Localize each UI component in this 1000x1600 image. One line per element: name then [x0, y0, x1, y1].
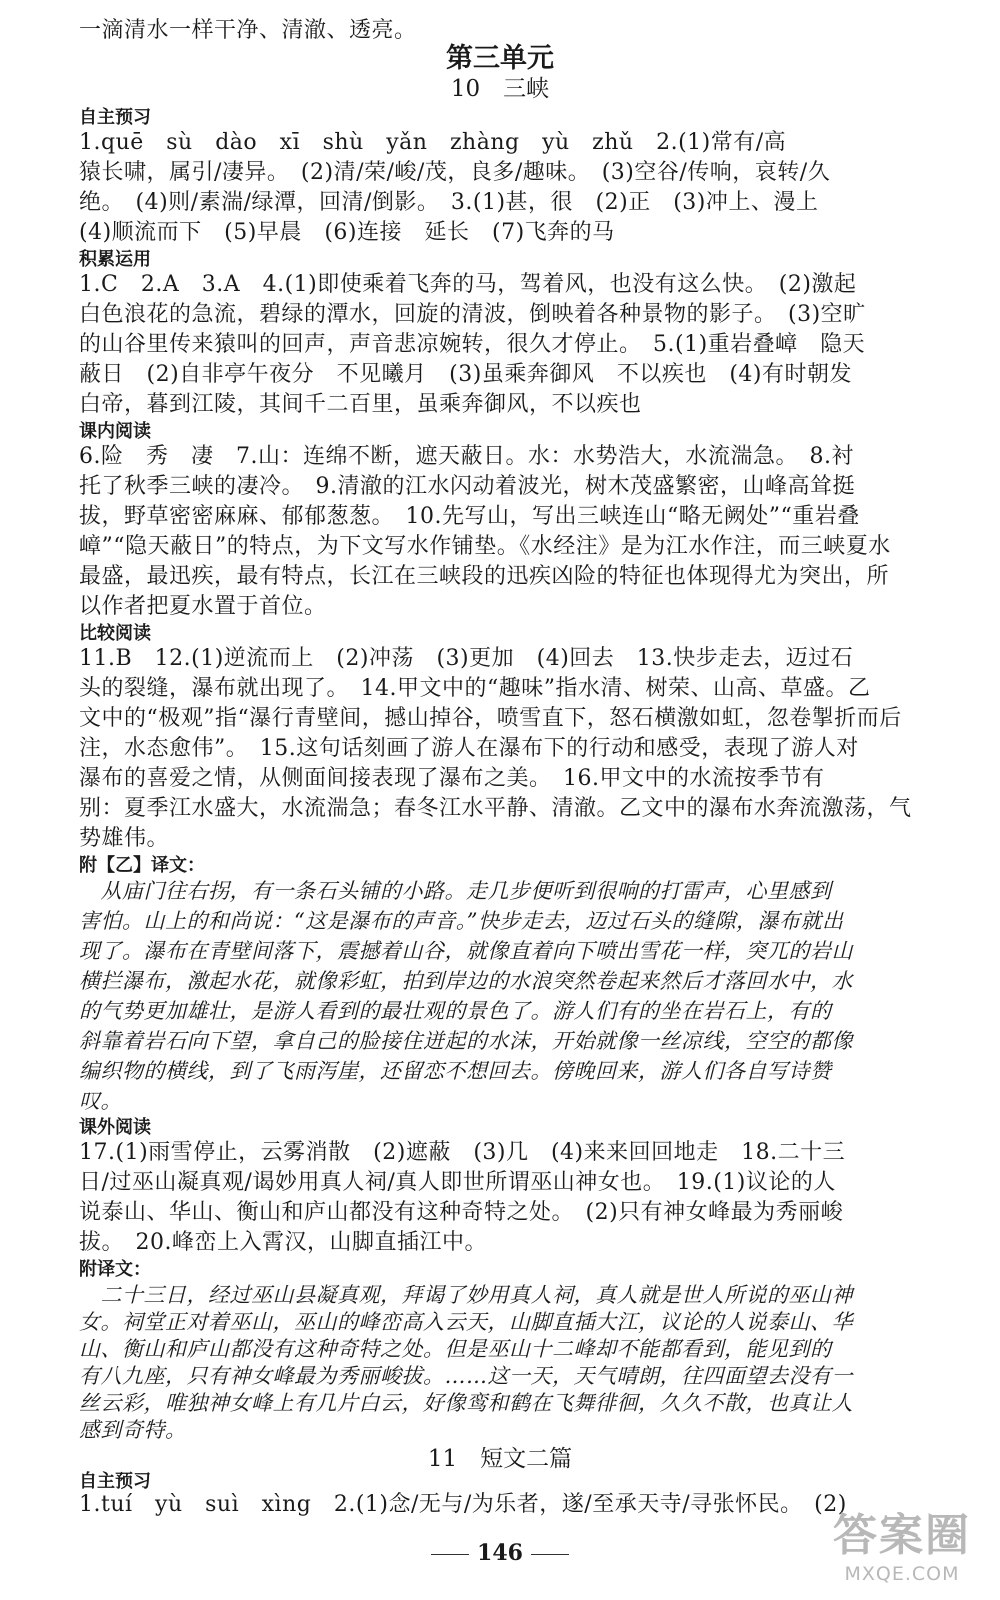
translation-line: 从庙门往右拐，有一条石头铺的小路。走几步便听到很响的打雷声，心里感到	[79, 879, 832, 903]
translation-line: 丝云彩，唯独神女峰上有几片白云，好像鸾和鹤在飞舞徘徊，久久不散，也真让人	[79, 1391, 853, 1415]
translation-line: 害怕。山上的和尚说：“这是瀑布的声音。”快步走去，迈过石头的缝隙，瀑布就出	[79, 909, 844, 933]
continued-text-line: 一滴清水一样干净、清澈、透亮。	[79, 18, 417, 43]
text-line: 白色浪花的急流，碧绿的潭水，回旋的清波，倒映着各种景物的影子。 (3)空旷	[79, 302, 866, 327]
text-line: 11.B 12.(1)逆流而上 (2)冲荡 (3)更加 (4)回去 13.快步走去，迈过石	[79, 646, 854, 671]
text-line: 拔，野草密密麻麻、郁郁葱葱。 10.先写山，写出三峡连山“略无阙处”“重岩叠	[79, 504, 860, 529]
translation-line: 的气势更加雄壮，是游人看到的最壮观的景色了。游人们有的坐在岩石上，有的	[79, 999, 832, 1023]
translation-line: 现了。瀑布在青壁间落下，震撼着山谷，就像直着向下喷出雪花一样，突兀的岩山	[79, 939, 853, 963]
unit-title: 第三单元	[446, 43, 554, 74]
text-line: 别：夏季江水盛大，水流湍急；春冬江水平静、清澈。乙文中的瀑布水奔流激荡，气	[79, 796, 912, 821]
watermark-logo	[812, 1510, 992, 1596]
text-line: 势雄伟。	[79, 826, 170, 851]
text-line: 注，水态愈伟”。 15.这句话刻画了游人在瀑布下的行动和感受，表现了游人对	[79, 736, 859, 761]
page-number-text: 146	[477, 1540, 523, 1566]
text-line: 蔽日 (2)自非亭午夜分 不见曦月 (3)虽乘奔御风 不以疾也 (4)有时朝发	[79, 362, 852, 387]
watermark-logo-text: 答案圈	[833, 1510, 971, 1561]
translation-line: 叹。	[79, 1089, 122, 1113]
text-line: 猿长啸，属引/凄异。 (2)清/荣/峻/茂，良多/趣味。 (3)空谷/传响，哀转/久	[79, 160, 831, 185]
translation-line: 编织物的横线，到了飞雨泻崖，还留恋不想回去。傍晚回来，游人们各自写诗赞	[79, 1059, 832, 1083]
text-line: 瀑布的喜爱之情，从侧面间接表现了瀑布之美。 16.甲文中的水流按季节有	[79, 766, 825, 791]
page-number-rule-left	[431, 1554, 469, 1555]
lesson-11-title: 11 短文二篇	[427, 1446, 573, 1472]
translation-line: 斜靠着岩石向下望，拿自己的脸接住迸起的水沫，开始就像一丝凉线，空空的都像	[79, 1029, 853, 1053]
lesson-10-title: 10 三峡	[450, 76, 550, 102]
section-heading-comparative-reading: 比较阅读	[79, 623, 151, 644]
text-line: 白帝，暮到江陵，其间千二百里，虽乘奔御风，不以疾也	[79, 392, 642, 417]
section-heading-practice: 积累运用	[79, 249, 151, 270]
text-line: 1.tuí yù suì xìng 2.(1)念/无与/为乐者，遂/至承天寺/寻张怀民。 (2)	[79, 1492, 847, 1517]
text-line: 嶂”“隐天蔽日”的特点，为下文写水作铺垫。《水经注》是为江水作注，而三峡夏水	[79, 534, 891, 559]
text-line: 文中的“极观”指“瀑行青壁间，撼山掉谷，喷雪直下，怒石横激如虹，忽卷掣折而后	[79, 706, 902, 731]
section-heading-preview: 自主预习	[79, 1471, 151, 1492]
section-heading-preview: 自主预习	[79, 107, 151, 128]
text-line: 拔。 20.峰峦上入霄汉，山脚直插江中。	[79, 1230, 487, 1255]
translation-heading: 附【乙】译文：	[79, 855, 205, 876]
text-line: 托了秋季三峡的凄冷。 9.清澈的江水闪动着波光，树木茂盛繁密，山峰高耸挺	[79, 474, 855, 499]
translation-line: 有八九座，只有神女峰最为秀丽峻拔。……这一天，天气晴朗，往四面望去没有一	[79, 1364, 853, 1388]
translation-heading: 附译文：	[79, 1259, 151, 1280]
translation-line: 横拦瀑布，激起水花，就像彩虹，拍到岸边的水浪突然卷起来然后才落回水中，水	[79, 969, 853, 993]
watermark-url: MXQE.COM	[844, 1563, 960, 1585]
translation-line: 女。祠堂正对着巫山，巫山的峰峦高入云天，山脚直插大江，议论的人说泰山、华	[79, 1310, 853, 1334]
text-line: 说泰山、华山、衡山和庐山都没有这种奇特之处。 (2)只有神女峰最为秀丽峻	[79, 1200, 844, 1225]
text-line: 1.C 2.A 3.A 4.(1)即使乘着飞奔的马，驾着风，也没有这么快。 (2)激起	[79, 272, 857, 297]
text-line: 1.quē sù dào xī shù yǎn zhàng yù zhǔ 2.(1)常有/高	[79, 130, 787, 155]
section-heading-extracurricular-reading: 课外阅读	[79, 1117, 151, 1138]
text-line: (4)顺流而下 (5)早晨 (6)连接 延长 (7)飞奔的马	[79, 220, 615, 245]
text-line: 最盛，最迅疾，最有特点，长江在三峡段的迅疾凶险的特征也体现得尤为突出，所	[79, 564, 890, 589]
translation-line: 二十三日，经过巫山县凝真观，拜谒了妙用真人祠，真人就是世人所说的巫山神	[79, 1283, 853, 1307]
translation-line: 山、衡山和庐山都没有这种奇特之处。但是巫山十二峰却不能都看到，能见到的	[79, 1337, 832, 1361]
text-line: 绝。 (4)则/素湍/绿潭，回清/倒影。 3.(1)甚，很 (2)正 (3)冲上、漫上	[79, 190, 819, 215]
translation-line: 感到奇特。	[79, 1418, 187, 1442]
section-heading-in-class-reading: 课内阅读	[79, 421, 151, 442]
text-line: 日/过巫山凝真观/谒妙用真人祠/真人即世所谓巫山神女也。 19.(1)议论的人	[79, 1170, 836, 1195]
text-line: 6.险 秀 凄 7.山：连绵不断，遮天蔽日。水：水势浩大，水流湍急。 8.衬	[79, 444, 854, 469]
page-number-rule-right	[531, 1554, 569, 1555]
text-line: 17.(1)雨雪停止，云雾消散 (2)遮蔽 (3)几 (4)来来回回地走 18.二十三	[79, 1140, 846, 1165]
text-line: 的山谷里传来猿叫的回声，声音悲凉婉转，很久才停止。 5.(1)重岩叠嶂 隐天	[79, 332, 866, 357]
text-line: 以作者把夏水置于首位。	[79, 594, 327, 619]
text-line: 头的裂缝，瀑布就出现了。 14.甲文中的“趣味”指水清、树荣、山高、草盛。乙	[79, 676, 871, 701]
